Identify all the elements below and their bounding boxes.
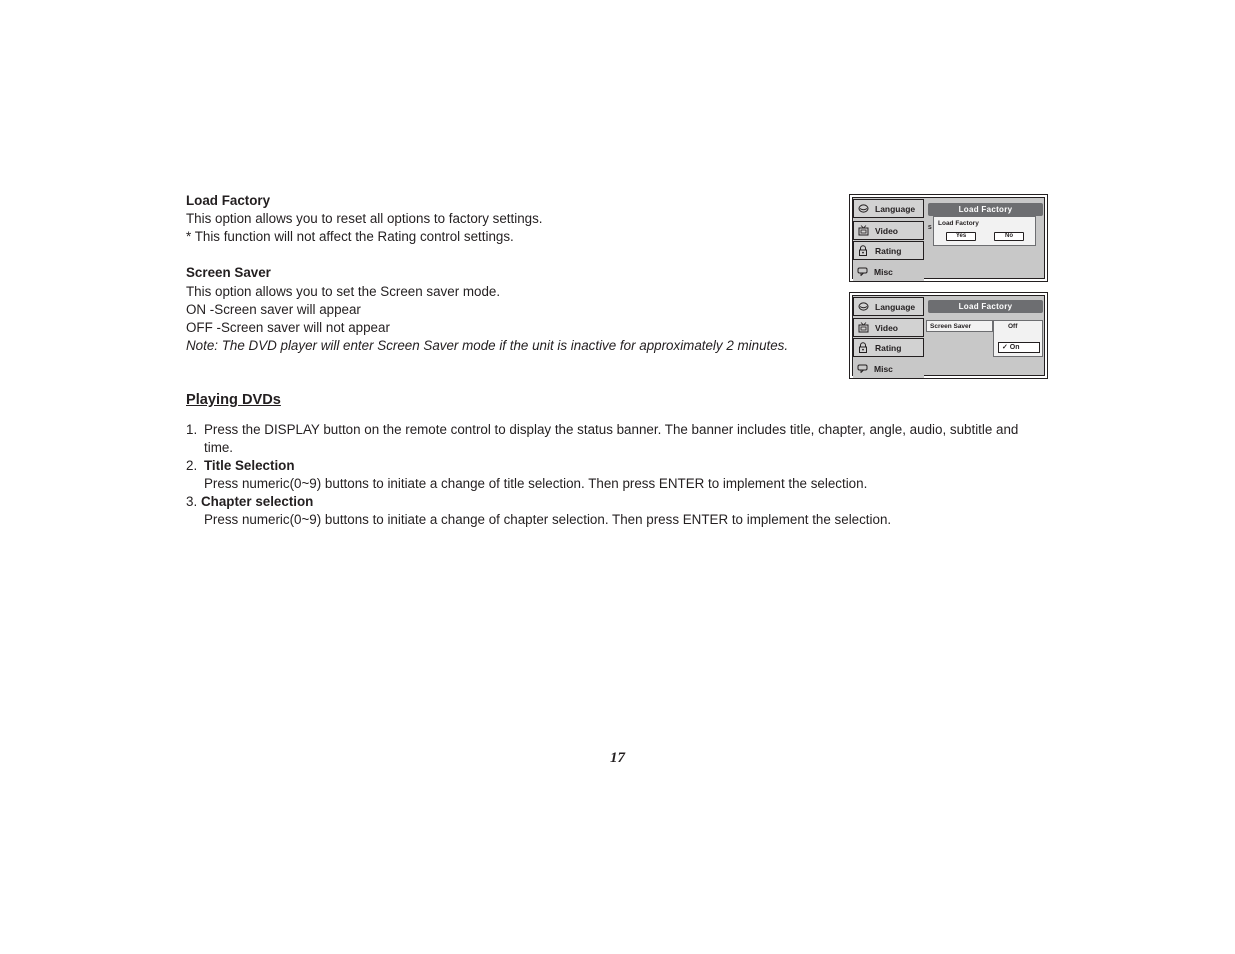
lock-icon <box>854 342 872 353</box>
item3-number: 3. <box>186 494 198 509</box>
osd-menu-label: Language <box>875 203 916 214</box>
osd-option-list <box>993 320 1043 357</box>
no-button: No <box>994 232 1024 241</box>
screen-saver-line2: ON -Screen saver will appear <box>186 302 361 317</box>
osd-menu-rating <box>853 338 924 357</box>
osd-panel <box>852 197 1045 279</box>
load-factory-line2: * This function will not affect the Rating control settings. <box>186 229 514 244</box>
osd-title-bar: Load Factory <box>928 203 1043 216</box>
playing-dvds-heading: Playing DVDs <box>186 392 281 408</box>
dialog-title: Load Factory <box>938 220 979 227</box>
osd-screen-saver-row <box>926 320 993 332</box>
osd-menu-rating <box>853 241 924 260</box>
language-icon <box>854 204 872 213</box>
osd-panel <box>852 295 1045 376</box>
osd-menu-label: Rating <box>875 342 902 353</box>
osd-menu-language <box>853 297 924 316</box>
osd-screen-saver-screenshot <box>849 292 1048 379</box>
osd-menu-label: Video <box>875 225 898 236</box>
osd-menu-misc <box>853 359 924 378</box>
item1-line1: Press the DISPLAY button on the remote control to display the status banner. The banner includes title, chapter, angle, audio, subtitle and <box>204 422 1019 437</box>
item3-title: Chapter selection <box>201 494 314 509</box>
osd-menu-misc <box>853 262 924 281</box>
language-icon <box>854 302 872 311</box>
osd-partial-text: S <box>928 225 932 231</box>
page-number: 17 <box>610 750 625 766</box>
osd-menu-language <box>853 199 924 218</box>
osd-menu-label: Video <box>875 322 898 333</box>
item1-line2: time. <box>204 440 234 455</box>
option-on-selected: ✓ On <box>998 342 1040 353</box>
osd-menu-label: Misc <box>874 363 893 374</box>
tv-icon <box>854 225 872 236</box>
osd-menu-video <box>853 318 924 337</box>
load-factory-line1: This option allows you to reset all options to factory settings. <box>186 211 543 226</box>
speech-bubble-icon <box>853 364 871 373</box>
item3-text: Press numeric(0~9) buttons to initiate a change of chapter selection. Then press ENTER to implement the selection. <box>204 512 892 527</box>
osd-menu-label: Misc <box>874 266 893 277</box>
screen-saver-line3: OFF -Screen saver will not appear <box>186 320 390 335</box>
osd-menu-video <box>853 221 924 240</box>
screen-saver-line1: This option allows you to set the Screen saver mode. <box>186 284 501 299</box>
load-factory-heading: Load Factory <box>186 193 271 208</box>
osd-confirm-dialog <box>933 216 1036 246</box>
screen-saver-label: Screen Saver <box>930 323 972 330</box>
lock-icon <box>854 245 872 256</box>
item2-text: Press numeric(0~9) buttons to initiate a change of title selection. Then press ENTER to implement the selection. <box>204 476 868 491</box>
tv-icon <box>854 322 872 333</box>
screen-saver-note: Note: The DVD player will enter Screen Saver mode if the unit is inactive for approximately 2 minutes. <box>186 338 789 353</box>
screen-saver-heading: Screen Saver <box>186 265 271 280</box>
option-off: Off <box>1008 323 1018 330</box>
item1-number: 1. <box>186 422 198 437</box>
osd-menu-label: Rating <box>875 245 902 256</box>
osd-title-bar: Load Factory <box>928 300 1043 313</box>
yes-button: Yes <box>946 232 976 241</box>
item2-title: Title Selection <box>204 458 295 473</box>
osd-load-factory-screenshot <box>849 194 1048 282</box>
speech-bubble-icon <box>853 267 871 276</box>
osd-menu-label: Language <box>875 301 916 312</box>
item2-number: 2. <box>186 458 198 473</box>
